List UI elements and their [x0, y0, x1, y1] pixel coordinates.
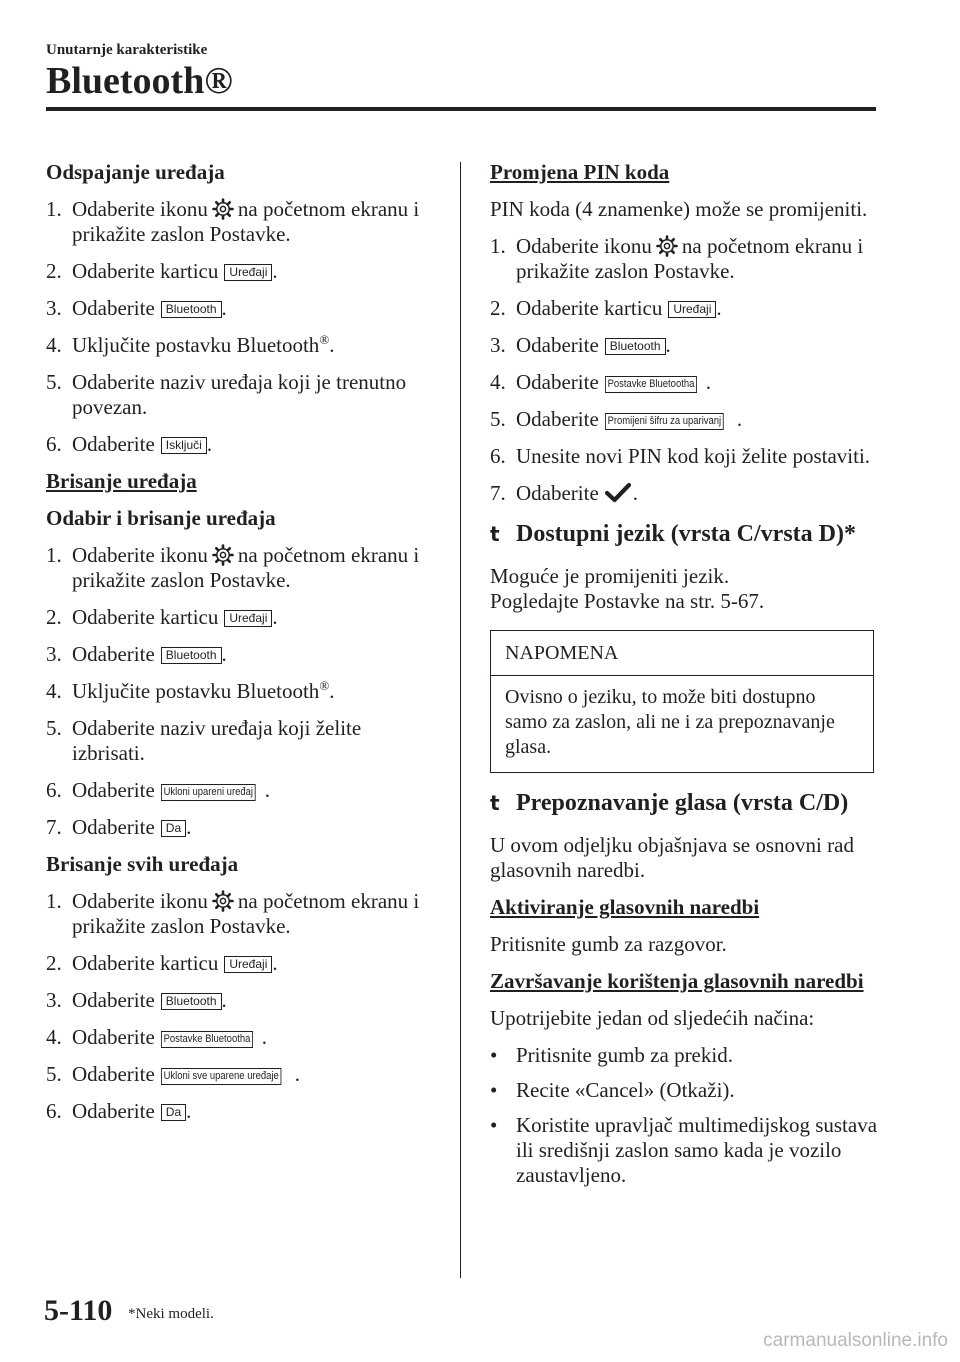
step-instruction-end: . — [186, 1099, 192, 1123]
step-text — [516, 370, 890, 395]
screen-button-label: Da — [161, 820, 186, 837]
watermark: carmanualsonline.info — [763, 1330, 948, 1351]
screen-button-label: Isključi — [161, 437, 207, 454]
step-text — [72, 543, 426, 593]
step-instruction: Odaberite ikonu — [72, 543, 208, 567]
delete-all-step — [46, 889, 426, 939]
disconnect-heading: Odspajanje uređaja — [46, 160, 225, 184]
pin-step — [490, 370, 890, 395]
list-item — [490, 1043, 890, 1068]
delete-heading: Brisanje uređaja — [46, 469, 197, 493]
delete-all-step — [46, 951, 426, 976]
footnote: *Neki modeli. — [128, 1306, 214, 1322]
step-text — [516, 444, 890, 469]
section-label: Unutarnje karakteristike — [46, 42, 208, 58]
language-heading-text: Dostupni jezik (vrsta C/vrsta D)* — [516, 521, 856, 547]
delete-one-step — [46, 716, 426, 766]
step-text — [72, 296, 426, 321]
settings-gear-icon — [212, 890, 234, 912]
step-text — [72, 197, 426, 247]
step-number: 2. — [46, 605, 62, 629]
step-instruction: Odaberite — [72, 642, 155, 666]
step-instruction-end: . — [329, 679, 335, 703]
step-instruction-end: . — [329, 333, 335, 357]
delete-one-step — [46, 642, 426, 667]
end-heading: Završavanje korištenja glasovnih naredbi — [490, 969, 864, 993]
step-instruction: Odaberite naziv uređaja koji je trenutno povezan. — [72, 370, 407, 419]
voice-heading-text: Prepoznavanje glasa (vrsta C/D) — [516, 790, 849, 816]
step-instruction: Odaberite — [72, 1025, 155, 1049]
step-instruction-end: na početnom ekranu i prikažite zaslon Postavke. — [72, 197, 420, 246]
language-text-2: Pogledajte Postavke na str. 5-67. — [490, 589, 765, 613]
step-instruction: Odaberite — [516, 370, 599, 394]
step-instruction: Odaberite karticu — [516, 296, 663, 320]
section-marker: t — [490, 791, 500, 815]
settings-gear-icon — [656, 235, 678, 257]
step-instruction-end: . — [665, 333, 671, 357]
step-text — [72, 815, 426, 840]
screen-button-label: Da — [161, 1104, 186, 1121]
delete-all-step — [46, 1062, 426, 1087]
step-number: 4. — [46, 1025, 62, 1049]
screen-button-label: Bluetooth — [605, 338, 666, 355]
step-instruction: Odaberite ikonu — [72, 889, 208, 913]
step-text — [72, 642, 426, 667]
activate-text: Pritisnite gumb za razgovor. — [490, 932, 727, 956]
step-text — [72, 605, 426, 630]
screen-button-label: Bluetooth — [161, 993, 222, 1010]
list-item — [490, 1078, 890, 1103]
pin-steps — [490, 234, 890, 506]
step-number: 1. — [46, 197, 62, 221]
step-number: 4. — [46, 333, 62, 357]
delete-one-step — [46, 778, 426, 803]
delete-all-step — [46, 1025, 426, 1050]
disconnect-step — [46, 432, 426, 457]
delete-all-steps — [46, 889, 426, 1124]
step-instruction-end: . — [261, 1025, 267, 1049]
step-text — [72, 259, 426, 284]
list-item — [490, 1113, 890, 1188]
step-instruction-end: na početnom ekranu i prikažite zaslon Postavke. — [516, 234, 864, 283]
disconnect-step — [46, 296, 426, 321]
disconnect-step — [46, 197, 426, 247]
step-number: 6. — [490, 444, 506, 468]
step-number: 2. — [490, 296, 506, 320]
step-instruction-end: . — [264, 778, 270, 802]
delete-one-step — [46, 815, 426, 840]
screen-button-label: Promijeni šifru za uparivanj — [605, 413, 724, 430]
voice-intro: U ovom odjeljku objašnjava se osnovni rad glasovnih naredbi. — [490, 833, 854, 882]
voice-section-heading — [490, 789, 890, 817]
step-number: 4. — [46, 679, 62, 703]
left-column — [46, 160, 426, 1136]
step-instruction-end: na početnom ekranu i prikažite zaslon Postavke. — [72, 889, 420, 938]
step-text — [516, 296, 890, 321]
bullet-icon: • — [490, 1078, 498, 1102]
list-item-text: Koristite upravljač multimedijskog sustava ili središnji zaslon samo kada je vozilo zaustavljeno. — [516, 1113, 878, 1187]
step-number: 6. — [46, 432, 62, 456]
step-text — [72, 778, 426, 803]
step-instruction-end: . — [705, 370, 711, 394]
language-text-1: Moguće je promijeniti jezik. — [490, 564, 730, 588]
step-text — [72, 988, 426, 1013]
screen-button-label: Bluetooth — [161, 301, 222, 318]
step-instruction: Odaberite — [72, 1062, 155, 1086]
pin-step — [490, 234, 890, 284]
step-instruction-end: . — [221, 642, 227, 666]
screen-button-label: Postavke Bluetootha — [161, 1031, 253, 1048]
step-instruction: Odaberite — [72, 778, 155, 802]
delete-one-step — [46, 679, 426, 704]
checkmark-icon — [605, 483, 631, 503]
delete-one-step — [46, 605, 426, 630]
step-text — [516, 234, 890, 284]
step-number: 7. — [46, 815, 62, 839]
step-instruction: Odaberite — [72, 1099, 155, 1123]
step-instruction-end: . — [716, 296, 722, 320]
delete-all-step — [46, 1099, 426, 1124]
step-instruction-end: . — [206, 432, 213, 456]
step-instruction: Odaberite karticu — [72, 605, 219, 629]
step-text — [72, 1025, 426, 1050]
list-item-text: Pritisnite gumb za prekid. — [516, 1043, 733, 1067]
pin-step — [490, 296, 890, 321]
step-text — [72, 716, 426, 766]
step-instruction-end: . — [736, 407, 743, 431]
step-text — [72, 951, 426, 976]
page-title: Bluetooth® — [46, 60, 233, 102]
step-instruction-end: . — [186, 815, 192, 839]
step-instruction: Odaberite — [516, 481, 599, 505]
end-text: Upotrijebite jedan od sljedećih načina: — [490, 1006, 815, 1030]
step-number: 3. — [46, 296, 62, 320]
list-item-text: Recite «Cancel» (Otkaži). — [516, 1078, 735, 1102]
step-instruction: Uključite postavku Bluetooth — [72, 679, 320, 703]
step-text — [72, 1062, 426, 1087]
step-instruction-end: na početnom ekranu i prikažite zaslon Postavke. — [72, 543, 420, 592]
step-instruction: Odaberite ikonu — [516, 234, 652, 258]
step-number: 1. — [490, 234, 506, 258]
step-instruction: Odaberite — [72, 432, 155, 456]
delete-all-step — [46, 988, 426, 1013]
step-instruction-end: . — [272, 605, 278, 629]
step-number: 5. — [46, 716, 62, 740]
header-rule — [46, 107, 876, 111]
step-instruction-end: . — [221, 296, 227, 320]
language-section-heading — [490, 520, 890, 548]
screen-button-label: Uređaji — [224, 610, 272, 627]
step-instruction: Odaberite — [72, 988, 155, 1012]
note-box — [490, 630, 874, 773]
step-instruction: Odaberite karticu — [72, 259, 219, 283]
step-number: 5. — [490, 407, 506, 431]
disconnect-step — [46, 259, 426, 284]
step-number: 7. — [490, 481, 506, 505]
step-number: 6. — [46, 778, 62, 802]
screen-button-label: Uređaji — [224, 956, 272, 973]
step-text — [72, 432, 426, 457]
step-number: 2. — [46, 259, 62, 283]
step-text — [72, 1099, 426, 1124]
column-divider — [460, 162, 461, 1278]
step-instruction-end: . — [294, 1062, 300, 1086]
delete-one-subheading: Odabir i brisanje uređaja — [46, 506, 276, 530]
pin-intro: PIN koda (4 znamenke) može se promijeniti. — [490, 197, 868, 221]
step-text — [72, 679, 426, 704]
step-instruction-end: . — [632, 481, 639, 505]
step-text — [72, 889, 426, 939]
note-body: Ovisno o jeziku, to može biti dostupno samo za zaslon, ali ne i za prepoznavanje glasa. — [505, 686, 835, 758]
step-instruction: Odaberite naziv uređaja koji želite izbrisati. — [72, 716, 362, 765]
step-instruction: Uključite postavku Bluetooth — [72, 333, 320, 357]
step-text — [72, 370, 426, 420]
step-instruction-end: . — [272, 951, 278, 975]
section-marker: t — [490, 522, 500, 546]
screen-button-label: Ukloni sve uparene uređaje — [161, 1068, 281, 1085]
step-number: 6. — [46, 1099, 62, 1123]
screen-button-label: Bluetooth — [161, 647, 222, 664]
disconnect-steps — [46, 197, 426, 457]
screen-button-label: Ukloni upareni uređaj — [161, 784, 256, 801]
step-instruction: Odaberite — [72, 296, 155, 320]
step-instruction-end: . — [221, 988, 227, 1012]
delete-one-step — [46, 543, 426, 593]
disconnect-step — [46, 370, 426, 420]
note-title: NAPOMENA — [491, 631, 873, 676]
step-number: 4. — [490, 370, 506, 394]
right-column — [490, 160, 890, 1198]
pin-step — [490, 407, 890, 432]
step-instruction: Odaberite — [516, 333, 599, 357]
step-instruction: Odaberite karticu — [72, 951, 219, 975]
delete-all-subheading: Brisanje svih uređaja — [46, 852, 239, 876]
delete-one-steps — [46, 543, 426, 840]
step-instruction: Odaberite ikonu — [72, 197, 208, 221]
end-methods-list — [490, 1043, 890, 1188]
step-number: 5. — [46, 370, 62, 394]
step-instruction-end: . — [272, 259, 278, 283]
screen-button-label: Uređaji — [224, 264, 272, 281]
step-number: 3. — [490, 333, 506, 357]
bullet-icon: • — [490, 1113, 498, 1137]
step-number: 3. — [46, 642, 62, 666]
step-number: 1. — [46, 889, 62, 913]
pin-step — [490, 333, 890, 358]
screen-button-label: Uređaji — [668, 301, 716, 318]
settings-gear-icon — [212, 198, 234, 220]
page-number: 5-110 — [44, 1294, 113, 1327]
bullet-icon: • — [490, 1043, 498, 1067]
registered-mark: ® — [319, 678, 330, 693]
step-text — [516, 481, 890, 506]
step-instruction: Odaberite — [72, 815, 155, 839]
step-instruction: Unesite novi PIN kod koji želite postaviti. — [516, 444, 871, 468]
step-number: 5. — [46, 1062, 62, 1086]
step-number: 2. — [46, 951, 62, 975]
settings-gear-icon — [212, 544, 234, 566]
step-number: 3. — [46, 988, 62, 1012]
activate-heading: Aktiviranje glasovnih naredbi — [490, 895, 760, 919]
step-instruction: Odaberite — [516, 407, 599, 431]
screen-button-label: Postavke Bluetootha — [605, 376, 697, 393]
step-text — [516, 407, 890, 432]
pin-heading: Promjena PIN koda — [490, 160, 670, 184]
step-number: 1. — [46, 543, 62, 567]
pin-step — [490, 444, 890, 469]
pin-step — [490, 481, 890, 506]
disconnect-step — [46, 333, 426, 358]
step-text — [516, 333, 890, 358]
step-text — [72, 333, 426, 358]
registered-mark: ® — [319, 332, 330, 347]
